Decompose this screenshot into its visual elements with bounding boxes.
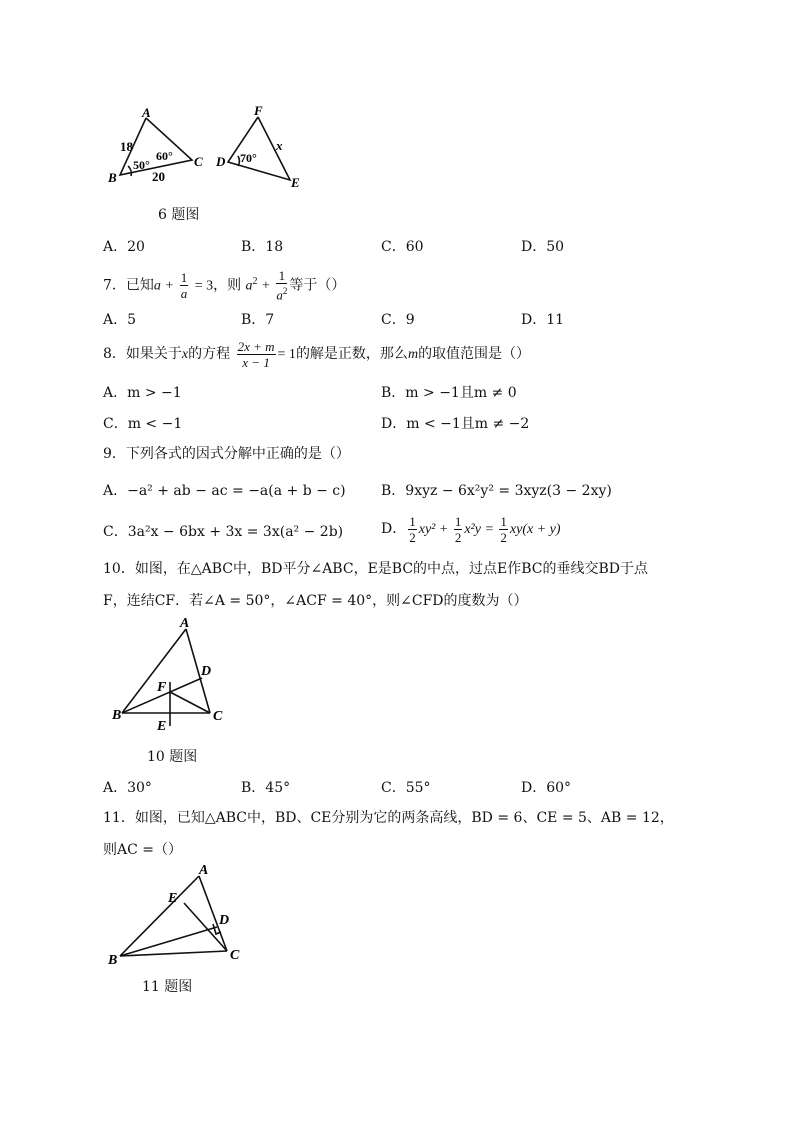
q7-option-b: B．7	[241, 312, 275, 328]
q9-option-d-expr: xy² +	[418, 522, 452, 537]
q10-label-d: D	[201, 664, 212, 679]
q10-option-c: C．55°	[381, 780, 431, 796]
q7-a: a	[153, 278, 161, 294]
q6-option-c: C．60	[381, 239, 424, 255]
q10-figure	[110, 612, 240, 737]
q11-figure	[100, 862, 260, 972]
q7-eq: = 3，则	[194, 278, 242, 294]
q9-option-b: B．9xyz − 6x²y² = 3xyz(3 − 2xy)	[381, 483, 612, 499]
q6-label-a: A	[142, 105, 151, 120]
q9-half-2	[454, 514, 463, 545]
q8-frac-den: x − 1	[242, 354, 270, 370]
q8-m: m	[407, 347, 419, 362]
q7-stem	[103, 266, 345, 303]
q11-fig-caption: 11 题图	[142, 979, 193, 995]
q6-fig-caption: 6 题图	[158, 207, 200, 223]
q8-suffix-a: 的解是正数，那么	[295, 346, 408, 362]
q7-option-a: A．5	[103, 312, 137, 328]
q9-half-num-3: 1	[500, 513, 507, 529]
q8-option-a: A．m > −1	[103, 385, 182, 401]
q9-half-den-3: 2	[500, 529, 507, 545]
q10-option-a: A．30°	[103, 780, 152, 796]
q8-stem	[103, 337, 530, 372]
q10-line2: F，连结CF．若∠A = 50°，∠ACF = 40°，则∠CFD的度数为（）	[103, 593, 528, 609]
q10-option-d: D．60°	[521, 780, 572, 796]
q8-frac-num: 2x + m	[237, 338, 275, 354]
q9-half-den-2: 2	[454, 529, 462, 545]
q7-frac-den: a	[180, 286, 188, 302]
q7-frac2-den: a	[276, 287, 283, 303]
q10-label-c: C	[213, 709, 223, 724]
q7-frac2-num: 1	[276, 268, 287, 284]
q9-option-d-label: D．	[381, 521, 407, 537]
q7-option-d: D．11	[521, 312, 565, 328]
q9-half-1	[408, 514, 417, 545]
q6-side-fe: x	[276, 138, 283, 153]
q11-line2: 则AC =（）	[103, 842, 183, 858]
q8-prefix: 8．如果关于	[103, 346, 182, 362]
q6-angle-c: 60°	[156, 149, 173, 163]
q11-line1: 11．如图，已知△ABC中，BD、CE分别为它的两条高线，BD = 6、CE = 5、AB = 12，	[103, 810, 674, 826]
q7-plus: +	[165, 278, 174, 294]
q7-frac2-exp: 2	[282, 285, 288, 296]
q10-line1: 10．如图，在△ABC中，BD平分∠ABC，E是BC的中点，过点E作BC的垂线交BD于点	[103, 561, 649, 577]
q6-option-d: D．50	[521, 239, 565, 255]
q11-label-c: C	[230, 948, 240, 963]
q8-option-b: B．m > −1且m ≠ 0	[381, 385, 517, 401]
q6-figure	[100, 100, 320, 195]
q6-angle-d: 70°	[240, 151, 257, 165]
q9-half-num-1: 1	[409, 513, 416, 529]
q6-label-d: D	[216, 154, 226, 169]
q9-option-c: C．3a²x − 6bx + 3x = 3x(a² − 2b)	[103, 524, 344, 540]
q9-stem: 9．下列各式的因式分解中正确的是（）	[103, 446, 350, 462]
q10-label-a: A	[180, 616, 190, 631]
q7-option-c: C．9	[381, 312, 415, 328]
q6-label-b: B	[108, 170, 117, 185]
q6-side-bc: 20	[152, 169, 165, 184]
q7-expr-exp: 2	[252, 276, 258, 287]
q6-label-e: E	[291, 175, 300, 190]
q9-half-3	[499, 514, 508, 545]
q9-option-d-expr3: xy(x + y)	[509, 522, 561, 537]
q6-angle-b: 50°	[133, 158, 150, 172]
q10-segment-cf	[170, 692, 210, 713]
q10-option-b: B．45°	[241, 780, 291, 796]
q7-prefix: 7．已知	[103, 277, 154, 294]
q8-suffix-b: 的取值范围是（）	[418, 346, 531, 362]
q7-frac-num: 1	[180, 270, 188, 286]
q10-label-e: E	[157, 719, 167, 734]
q9-option-d-expr2: x²y =	[464, 522, 498, 537]
q11-label-d: D	[219, 913, 230, 928]
q8-mid: 的方程	[188, 346, 231, 362]
q8-option-c: C．m < −1	[103, 416, 183, 432]
q11-label-a: A	[199, 863, 209, 878]
q8-eq: = 1	[277, 347, 296, 362]
q9-option-d	[381, 512, 561, 547]
q9-half-num-2: 1	[454, 513, 462, 529]
q10-label-f: F	[157, 680, 167, 695]
q6-option-b: B．18	[241, 239, 284, 255]
q7-suffix: 等于（）	[289, 277, 346, 294]
q10-fig-caption: 10 题图	[147, 749, 198, 765]
q8-var: x	[181, 347, 189, 362]
q7-expr-plus: +	[262, 278, 270, 294]
q6-label-c: C	[194, 154, 203, 169]
q11-label-e: E	[168, 891, 178, 906]
q6-option-a: A．20	[103, 239, 145, 255]
q8-option-d: D．m < −1且m ≠ −2	[381, 416, 530, 432]
q10-side-ab	[122, 629, 186, 713]
q6-side-ab: 18	[120, 139, 133, 154]
q11-label-b: B	[108, 953, 118, 968]
q9-option-a: A．−a² + ab − ac = −a(a + b − c)	[103, 483, 346, 499]
q7-expr-a: a	[245, 278, 253, 294]
q6-label-f: F	[254, 103, 263, 118]
q7-fraction	[180, 270, 189, 301]
q10-label-b: B	[112, 708, 122, 723]
q8-fraction	[237, 339, 276, 370]
q9-half-den-1: 2	[409, 529, 416, 545]
q7-fraction-2	[276, 268, 287, 303]
